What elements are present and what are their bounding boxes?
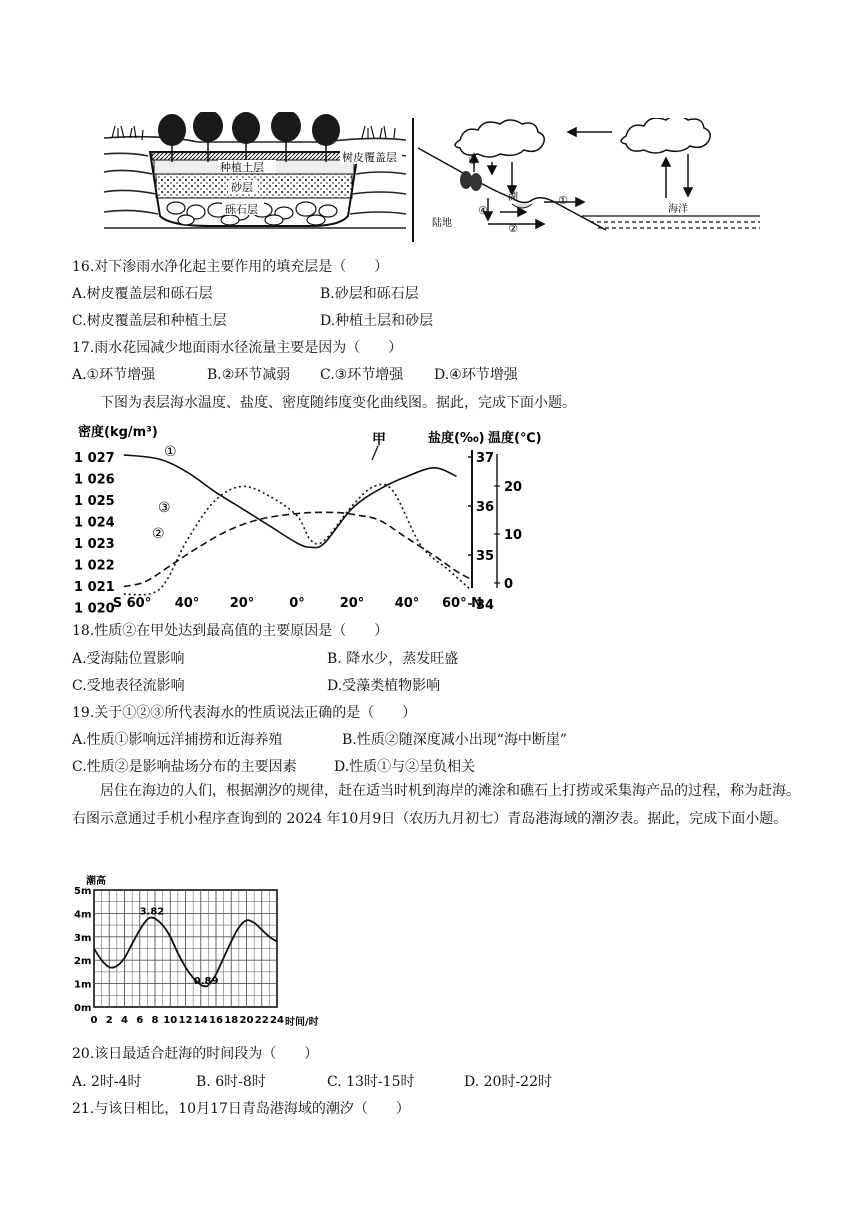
tide-x-tick: 22 xyxy=(254,1015,269,1026)
soil-layer-label: 种植土层 xyxy=(220,161,264,174)
series-1-label: ① xyxy=(164,444,177,460)
cloud-icon xyxy=(455,120,544,157)
tide-x-tick: 8 xyxy=(151,1015,159,1026)
circle3-label: ③ xyxy=(468,154,478,167)
q16-option-c[interactable]: C.树皮覆盖层和种植土层 xyxy=(72,313,227,329)
bark-layer-label: 树皮覆盖层 xyxy=(342,151,397,164)
series-3-label: ③ xyxy=(158,500,171,516)
q18-option-d[interactable]: D.受藻类植物影响 xyxy=(327,678,441,694)
cloud-icon xyxy=(621,118,710,153)
annotation-arrow xyxy=(372,446,378,460)
latitude-tick-label: 0° xyxy=(289,596,305,611)
tide-x-tick: 16 xyxy=(209,1015,223,1026)
tide-y-tick: 1m xyxy=(74,979,92,991)
sand-layer-label: 砂层 xyxy=(231,181,253,194)
tide-xlabel: 时间/时 xyxy=(285,1017,319,1028)
q20-option-c[interactable]: C. 13时-15时 xyxy=(327,1074,415,1090)
q18-stem: 18.性质②在甲处达到最高值的主要原因是（ ） xyxy=(72,623,389,639)
tide-x-tick: 2 xyxy=(105,1015,113,1026)
latitude-tick-label: S 60° xyxy=(112,596,152,611)
q17-stem: 17.雨水花园减少地面雨水径流量主要是因为（ ） xyxy=(72,340,403,356)
temperature-tick-label: 20 xyxy=(504,480,523,495)
tide-chart xyxy=(72,870,342,1030)
q20-option-d[interactable]: D. 20时-22时 xyxy=(464,1074,552,1090)
series-3-line xyxy=(124,484,471,595)
series-2-label: ② xyxy=(152,526,165,542)
water-cycle-diagram xyxy=(412,118,764,242)
tide-x-tick: 20 xyxy=(239,1015,254,1026)
tide-x-tick: 4 xyxy=(121,1015,128,1026)
intro-ocean-chart: 下图为表层海水温度、盐度、密度随纬度变化曲线图。据此，完成下面小题。 xyxy=(100,395,576,411)
density-tick-label: 1 027 xyxy=(74,451,115,466)
density-tick-label: 1 025 xyxy=(74,494,115,509)
tide-high-label: 3.82 xyxy=(139,906,165,918)
q19-option-d[interactable]: D.性质①与②呈负相关 xyxy=(334,759,476,775)
q16-stem: 16.对下渗雨水净化起主要作用的填充层是（ ） xyxy=(72,259,389,275)
q16-option-a[interactable]: A.树皮覆盖层和砾石层 xyxy=(72,286,213,302)
density-tick-label: 1 021 xyxy=(74,580,115,595)
q21-stem: 21.与该日相比，10月17日青岛港海域的潮汐（ ） xyxy=(72,1101,410,1117)
temperature-tick-label: 10 xyxy=(504,528,523,543)
circle1-label: ① xyxy=(558,194,568,207)
salinity-tick-label: 37 xyxy=(476,451,495,466)
temperature-tick-label: 0 xyxy=(504,577,514,592)
tide-y-tick: 4m xyxy=(74,909,92,921)
tree-icon xyxy=(460,171,482,191)
density-tick-label: 1 024 xyxy=(74,515,115,531)
tide-x-tick: 12 xyxy=(178,1015,193,1026)
q19-option-b[interactable]: B.性质②随深度减小出现“海中断崖” xyxy=(342,732,568,748)
q20-option-a[interactable]: A. 2时-4时 xyxy=(72,1074,142,1090)
q19-option-a[interactable]: A.性质①影响远洋捕捞和近海养殖 xyxy=(72,732,283,748)
latitude-tick-label: 60° N xyxy=(442,596,482,611)
tide-y-tick: 2m xyxy=(74,956,92,968)
latitude-tick-label: 40° xyxy=(394,596,420,611)
q17-option-d[interactable]: D.④环节增强 xyxy=(434,367,518,383)
tide-y-tick: 3m xyxy=(74,932,92,944)
land-label: 陆地 xyxy=(432,218,452,229)
density-tick-label: 1 022 xyxy=(74,558,115,574)
salinity-axis-label: 盐度(‰) xyxy=(428,431,485,446)
salinity-tick-label: 35 xyxy=(476,549,495,564)
q20-stem: 20.该日最适合赶海的时间段为（ ） xyxy=(72,1046,319,1062)
tide-x-tick: 18 xyxy=(224,1015,239,1026)
ocean-property-chart xyxy=(72,420,562,615)
tide-x-tick: 6 xyxy=(136,1015,144,1026)
density-tick-label: 1 026 xyxy=(74,472,115,488)
salinity-tick-label: 36 xyxy=(476,500,495,515)
tide-x-tick: 14 xyxy=(193,1015,208,1026)
q18-option-b[interactable]: B. 降水少，蒸发旺盛 xyxy=(327,651,459,667)
intro-tide-paragraph: 居住在海边的人们，根据潮汐的规律，赶在适当时机到海岸的滩涂和礁石上打捞或采集海产品的过程，称为赶海。右图示意通过手机小程序查询到的 2024 年10月9日（农历九月初七）青岛港海域的潮汐表。据此，完成下面小题。 xyxy=(72,783,800,827)
temperature-axis-label: 温度(℃) xyxy=(488,431,542,446)
density-tick-label: 1 023 xyxy=(74,537,115,552)
tide-low-label: 0.89 xyxy=(193,976,219,988)
density-axis-label: 密度(kg/m³) xyxy=(78,425,158,440)
tide-y-tick: 5m xyxy=(74,886,92,897)
lake-label: 湖 xyxy=(508,192,518,203)
q19-stem: 19.关于①②③所代表海水的性质说法正确的是（ ） xyxy=(72,705,417,721)
q17-option-a[interactable]: A.①环节增强 xyxy=(72,367,156,383)
q16-option-b[interactable]: B.砂层和砾石层 xyxy=(320,286,419,302)
tide-ylabel: 潮高 xyxy=(86,876,106,887)
q19-option-c[interactable]: C.性质②是影响盐场分布的主要因素 xyxy=(72,759,297,775)
latitude-tick-label: 20° xyxy=(229,596,255,611)
series-2-line xyxy=(124,512,471,586)
ocean-label: 海洋 xyxy=(668,204,688,215)
salinity-tick-label: 34 xyxy=(476,598,495,613)
gravel-layer-label: 砾石层 xyxy=(225,203,258,216)
density-tick-label: 1 020 xyxy=(74,601,115,615)
rain-garden-diagram xyxy=(100,112,410,244)
tide-y-tick: 0m xyxy=(74,1003,92,1014)
circle2-label: ② xyxy=(508,222,518,235)
annotation-jia: 甲 xyxy=(372,432,386,448)
tide-x-tick: 10 xyxy=(163,1015,178,1026)
shrub-icon xyxy=(158,112,340,146)
circle4-label: ④ xyxy=(478,204,488,217)
q20-option-b[interactable]: B. 6时-8时 xyxy=(196,1074,266,1090)
latitude-tick-label: 20° xyxy=(339,596,365,611)
tide-x-tick: 24 xyxy=(270,1015,284,1026)
q17-option-b[interactable]: B.②环节减弱 xyxy=(207,367,291,383)
q16-option-d[interactable]: D.种植土层和砂层 xyxy=(320,313,434,329)
latitude-tick-label: 40° xyxy=(174,596,200,611)
q17-option-c[interactable]: C.③环节增强 xyxy=(320,367,404,383)
series-1-line xyxy=(124,455,457,548)
q18-option-c[interactable]: C.受地表径流影响 xyxy=(72,678,185,694)
q18-option-a[interactable]: A.受海陆位置影响 xyxy=(72,651,185,667)
tide-x-tick: 0 xyxy=(90,1015,98,1026)
